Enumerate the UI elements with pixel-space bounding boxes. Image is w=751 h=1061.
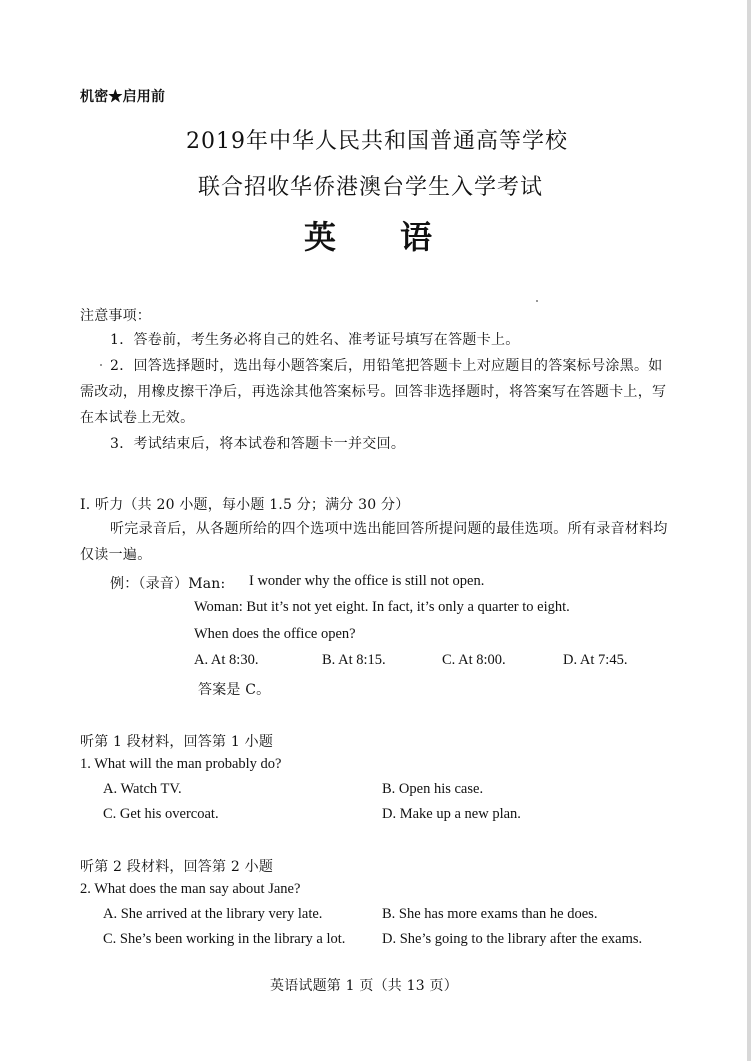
subject-title-char1: 英	[304, 218, 337, 256]
example-question: When does the office open?	[194, 626, 356, 642]
subject-title-char2: 语	[400, 218, 433, 256]
example-label: 例：（录音）Man:	[110, 576, 226, 592]
q2-intro: 听第 2 段材料，回答第 2 小题	[80, 859, 274, 875]
notes-heading: 注意事项：	[80, 308, 151, 324]
q1-text: 1. What will the man probably do?	[80, 756, 282, 772]
example-option-c: C. At 8:00.	[442, 652, 506, 668]
confidential-label: 机密★启用前	[80, 89, 166, 105]
exam-title-line1: 2019年中华人民共和国普通高等学校	[186, 129, 568, 154]
q2-option-b: B. She has more exams than he does.	[382, 906, 598, 922]
section-heading: I. 听力（共 20 小题，每小题 1.5 分；满分 30 分）	[80, 497, 410, 513]
section-instruction: 听完录音后，从各题所给的四个选项中选出能回答所提问题的最佳选项。所有录音材料均仅读一遍。	[80, 521, 668, 563]
scan-speck	[536, 300, 538, 302]
q1-option-c: C. Get his overcoat.	[103, 806, 219, 822]
example-man-line: I wonder why the office is still not open.	[249, 573, 485, 589]
q1-option-d: D. Make up a new plan.	[382, 806, 521, 822]
q2-text: 2. What does the man say about Jane?	[80, 881, 301, 897]
note-item-1: 1．答卷前，考生务必将自己的姓名、准考证号填写在答题卡上。	[110, 332, 520, 348]
example-answer: 答案是 C。	[198, 682, 271, 698]
example-woman-line: Woman: But it’s not yet eight. In fact, it’s only a quarter to eight.	[194, 599, 570, 615]
q2-option-d: D. She’s going to the library after the exams.	[382, 931, 643, 947]
q2-option-c: C. She’s been working in the library a lot.	[103, 931, 346, 947]
page-footer: 英语试题第 1 页（共 13 页）	[270, 978, 458, 994]
scan-edge-shadow	[747, 0, 751, 1061]
note-item-2: 2．回答选择题时，选出每小题答案后，用铅笔把答题卡上对应题目的答案标号涂黑。如需改动，用橡皮擦干净后，再选涂其他答案标号。回答非选择题时，将答案写在答题卡上，写在本试卷上无效。	[80, 358, 667, 426]
q1-option-a: A. Watch TV.	[103, 781, 182, 797]
example-option-d: D. At 7:45.	[563, 652, 628, 668]
q2-option-a: A. She arrived at the library very late.	[103, 906, 323, 922]
example-option-b: B. At 8:15.	[322, 652, 386, 668]
q1-option-b: B. Open his case.	[382, 781, 484, 797]
note-item-3: 3．考试结束后，将本试卷和答题卡一并交回。	[110, 436, 406, 452]
q1-intro: 听第 1 段材料，回答第 1 小题	[80, 734, 274, 750]
exam-title-line2: 联合招收华侨港澳台学生入学考试	[198, 175, 544, 200]
example-option-a: A. At 8:30.	[194, 652, 259, 668]
